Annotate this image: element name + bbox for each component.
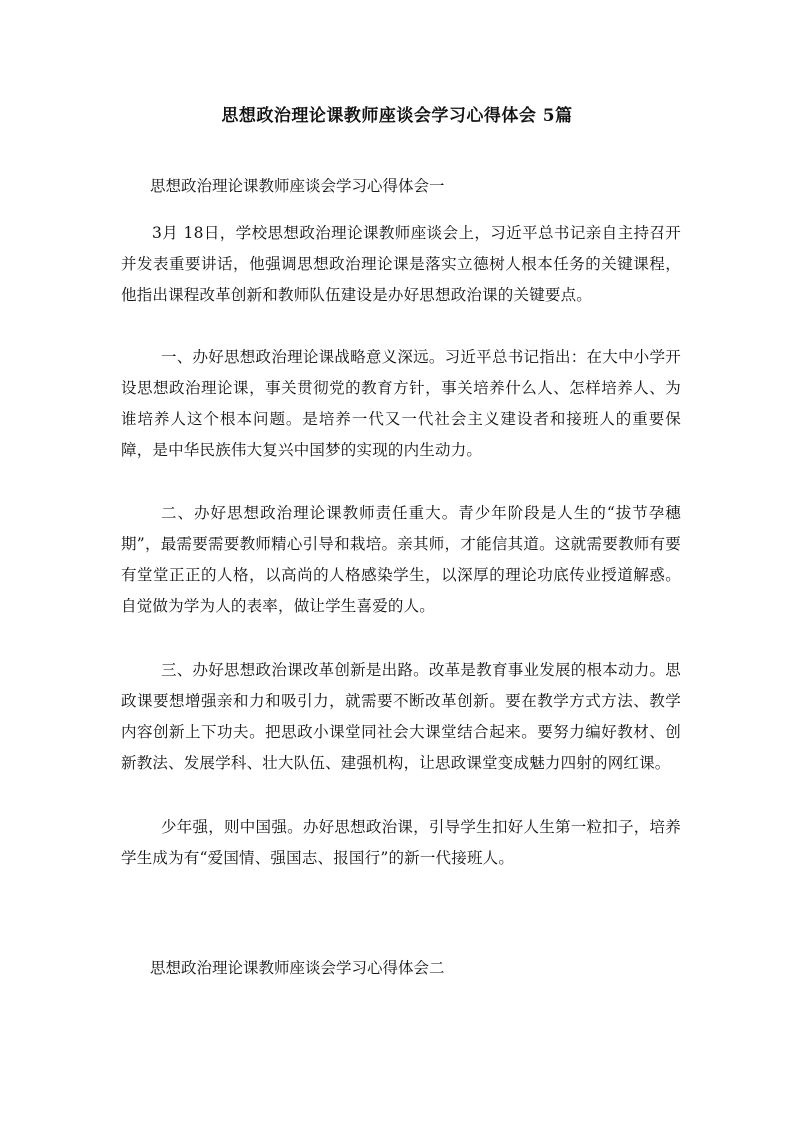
paragraph-2: 一、办好思想政治理论课战略意义深远。习近平总书记指出：在大中小学开设思想政治理论课，事关贯彻党的教育方针，事关培养什么人、怎样培养人、为谁培养人这个根本问题。是培养一代又一代社会主义建设者和接班人的重要保障，是中华民族伟大复兴中国梦的实现的内生动力。	[121, 348, 681, 459]
paragraph-5: 少年强，则中国强。办好思想政治课，引导学生扣好人生第一粒扣子，培养学生成为有“爱国情、强国志、报国行”的新一代接班人。	[121, 818, 681, 867]
document-title: 思想政治理论课教师座谈会学习心得体会 5篇	[221, 106, 573, 126]
paragraph-4: 三、办好思想政治课改革创新是出路。改革是教育事业发展的根本动力。思政课要想增强亲和力和吸引力，就需要不断改革创新。要在教学方式方法、教学内容创新上下功夫。把思政小课堂同社会大课堂结合起来。要努力编好教材、创新教法、发展学科、壮大队伍、建强机构，让思政课堂变成魅力四射的网红课。	[121, 661, 681, 772]
section-heading-2: 思想政治理论课教师座谈会学习心得体会二	[150, 959, 445, 977]
paragraph-3: 二、办好思想政治理论课教师责任重大。青少年阶段是人生的“拔节孕穗期”，最需要需要教师精心引导和栽培。亲其师，才能信其道。这就需要教师有要有堂堂正正的人格，以高尚的人格感染学生，以深厚的理论功底传业授道解惑。自觉做为学为人的表率，做让学生喜爱的人。	[121, 504, 681, 615]
section-heading-1: 思想政治理论课教师座谈会学习心得体会一	[150, 177, 445, 195]
paragraph-1: 3月 18日，学校思想政治理论课教师座谈会上，习近平总书记亲自主持召开并发表重要讲话，他强调思想政治理论课是落实立德树人根本任务的关键课程，他指出课程改革创新和教师队伍建设是办好思想政治课的关键要点。	[121, 224, 681, 304]
